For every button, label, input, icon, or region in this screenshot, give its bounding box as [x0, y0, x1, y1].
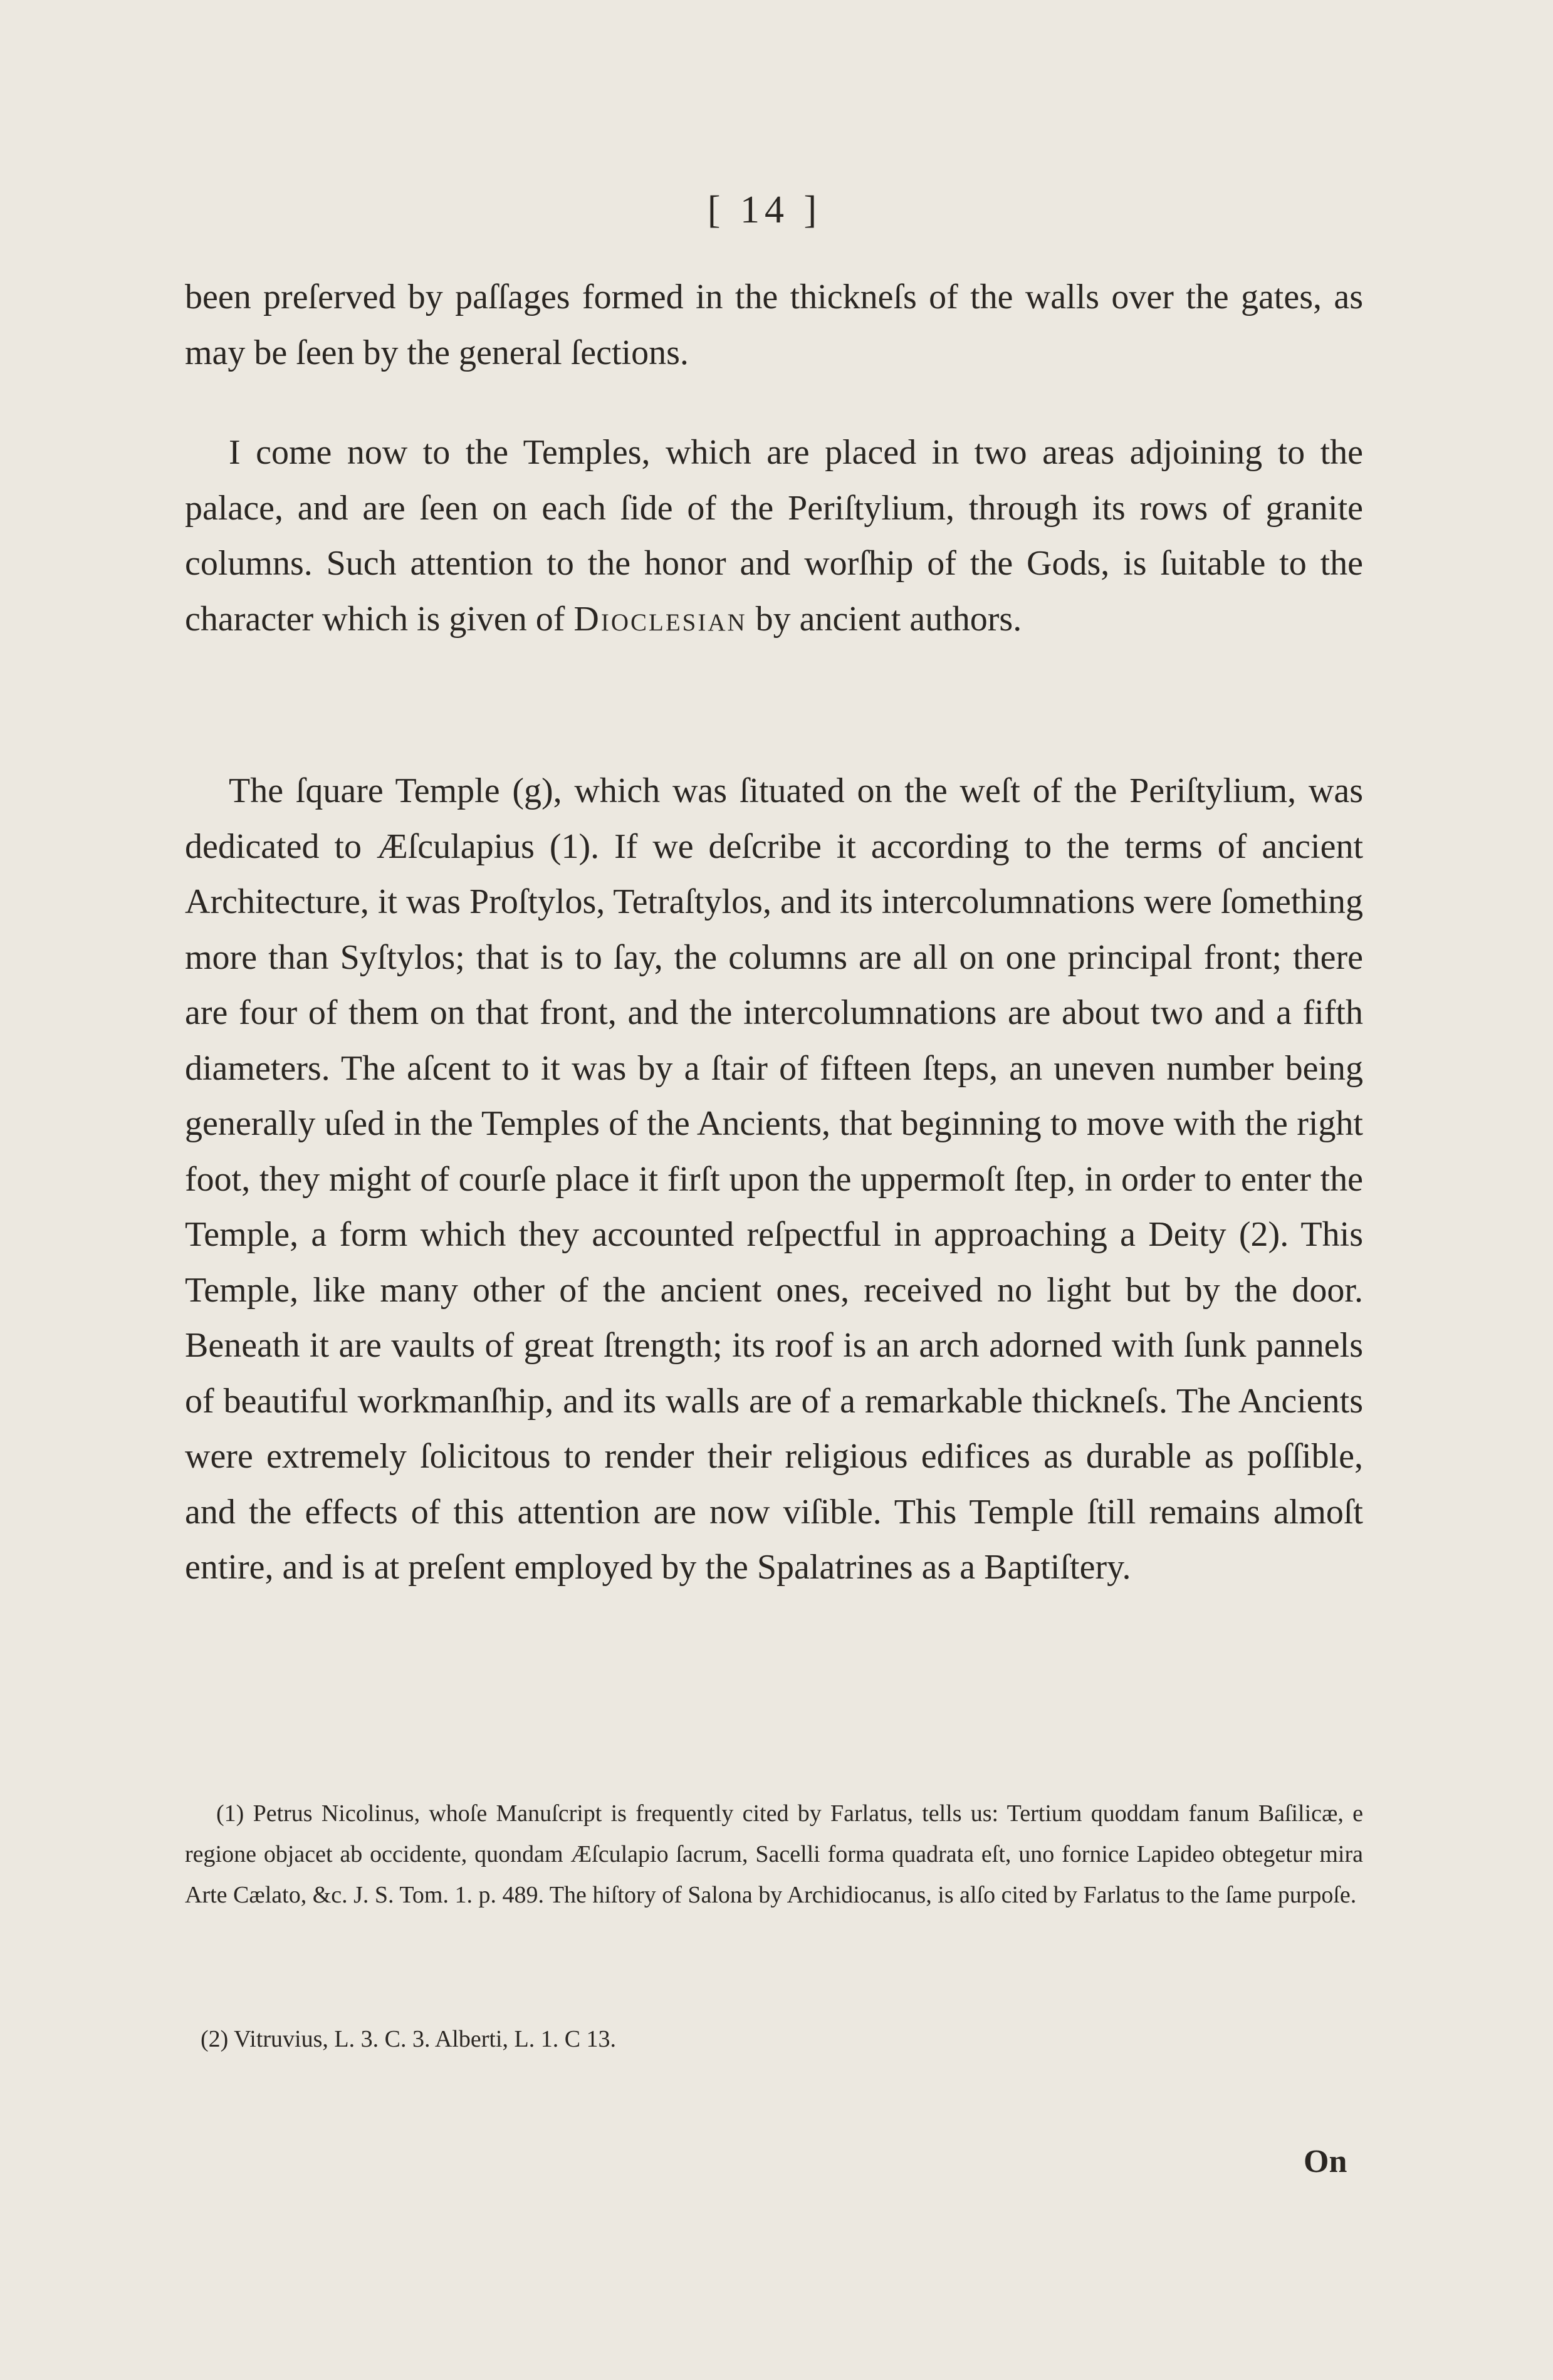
- catchword: On: [1304, 2144, 1347, 2179]
- page-number: [ 14 ]: [707, 189, 822, 231]
- footnote-2: (2) Vitruvius, L. 3. C. 3. Alberti, L. 1. C 13.: [201, 2026, 617, 2052]
- paragraph-3: The ſquare Temple (g), which was ſituated on the weſt of the Periſtylium, was dedicated to Æſculapius (1). If we deſcribe it according to the terms of ancient Architecture, it was Proſtylos, Tetraſtylos, and its intercolumnations were ſomething more than Syſtylos; that is to ſay, the columns are all on one principal front; there are four of them on that front, and the intercolumnations are about two and a fifth diameters. The aſcent to it was by a ſtair of fifteen ſteps, an uneven number being generally uſed in the Temples of the Ancients, that beginning to move with the right foot, they might of courſe place it firſt upon the uppermoſt ſtep, in order to enter the Temple, a form which they accounted reſpectful in approaching a Deity (2). This Temple, like many other of the ancient ones, received no light but by the door. Beneath it are vaults of great ſtrength; its roof is an arch adorned with ſunk pannels of beautiful workmanſhip, and its walls are of a remarkable thickneſs. The Ancients were extremely ſolicitous to render their religious edifices as durable as poſſible, and the effects of this attention are now viſible. This Temple ſtill remains almoſt entire, and is at preſent employed by the Spalatrines as a Baptiſtery.: [185, 771, 1363, 1587]
- paragraph-1: been preſerved by paſſages formed in the thickneſs of the walls over the gates, as may be ſeen by the general ſections.: [185, 278, 1363, 372]
- paragraph-2-text-after: by ancient authors.: [746, 599, 1022, 639]
- paragraph-2: [185, 425, 1363, 647]
- footnote-1: [185, 1793, 1363, 1916]
- emperor-name: Dioclesian: [573, 599, 747, 639]
- paragraph-2-text-before: I come now to the Temples, which are placed in two areas adjoining to the palace, and are ſeen on each ſide of the Periſtylium, through its rows of granite columns. Such attention to the honor and worſhip of the Gods, is ſuitable to the character which is given of: [185, 433, 1363, 639]
- footnote-1-text: (1) Petrus Nicolinus, whoſe Manuſcript is frequently cited by Farlatus, tells us: Tertium quoddam fanum Baſilicæ, e regione objacet ab occidente, quondam Æſculapio ſacrum, Sacelli forma quadrata eſt, uno fornice Lapideo obtegetur mira Arte Cælato, &c. J. S. Tom. 1. p. 489. The hiſtory of Salona by Archidiocanus, is alſo cited by Farlatus to the ſame purpoſe.: [185, 1800, 1363, 1908]
